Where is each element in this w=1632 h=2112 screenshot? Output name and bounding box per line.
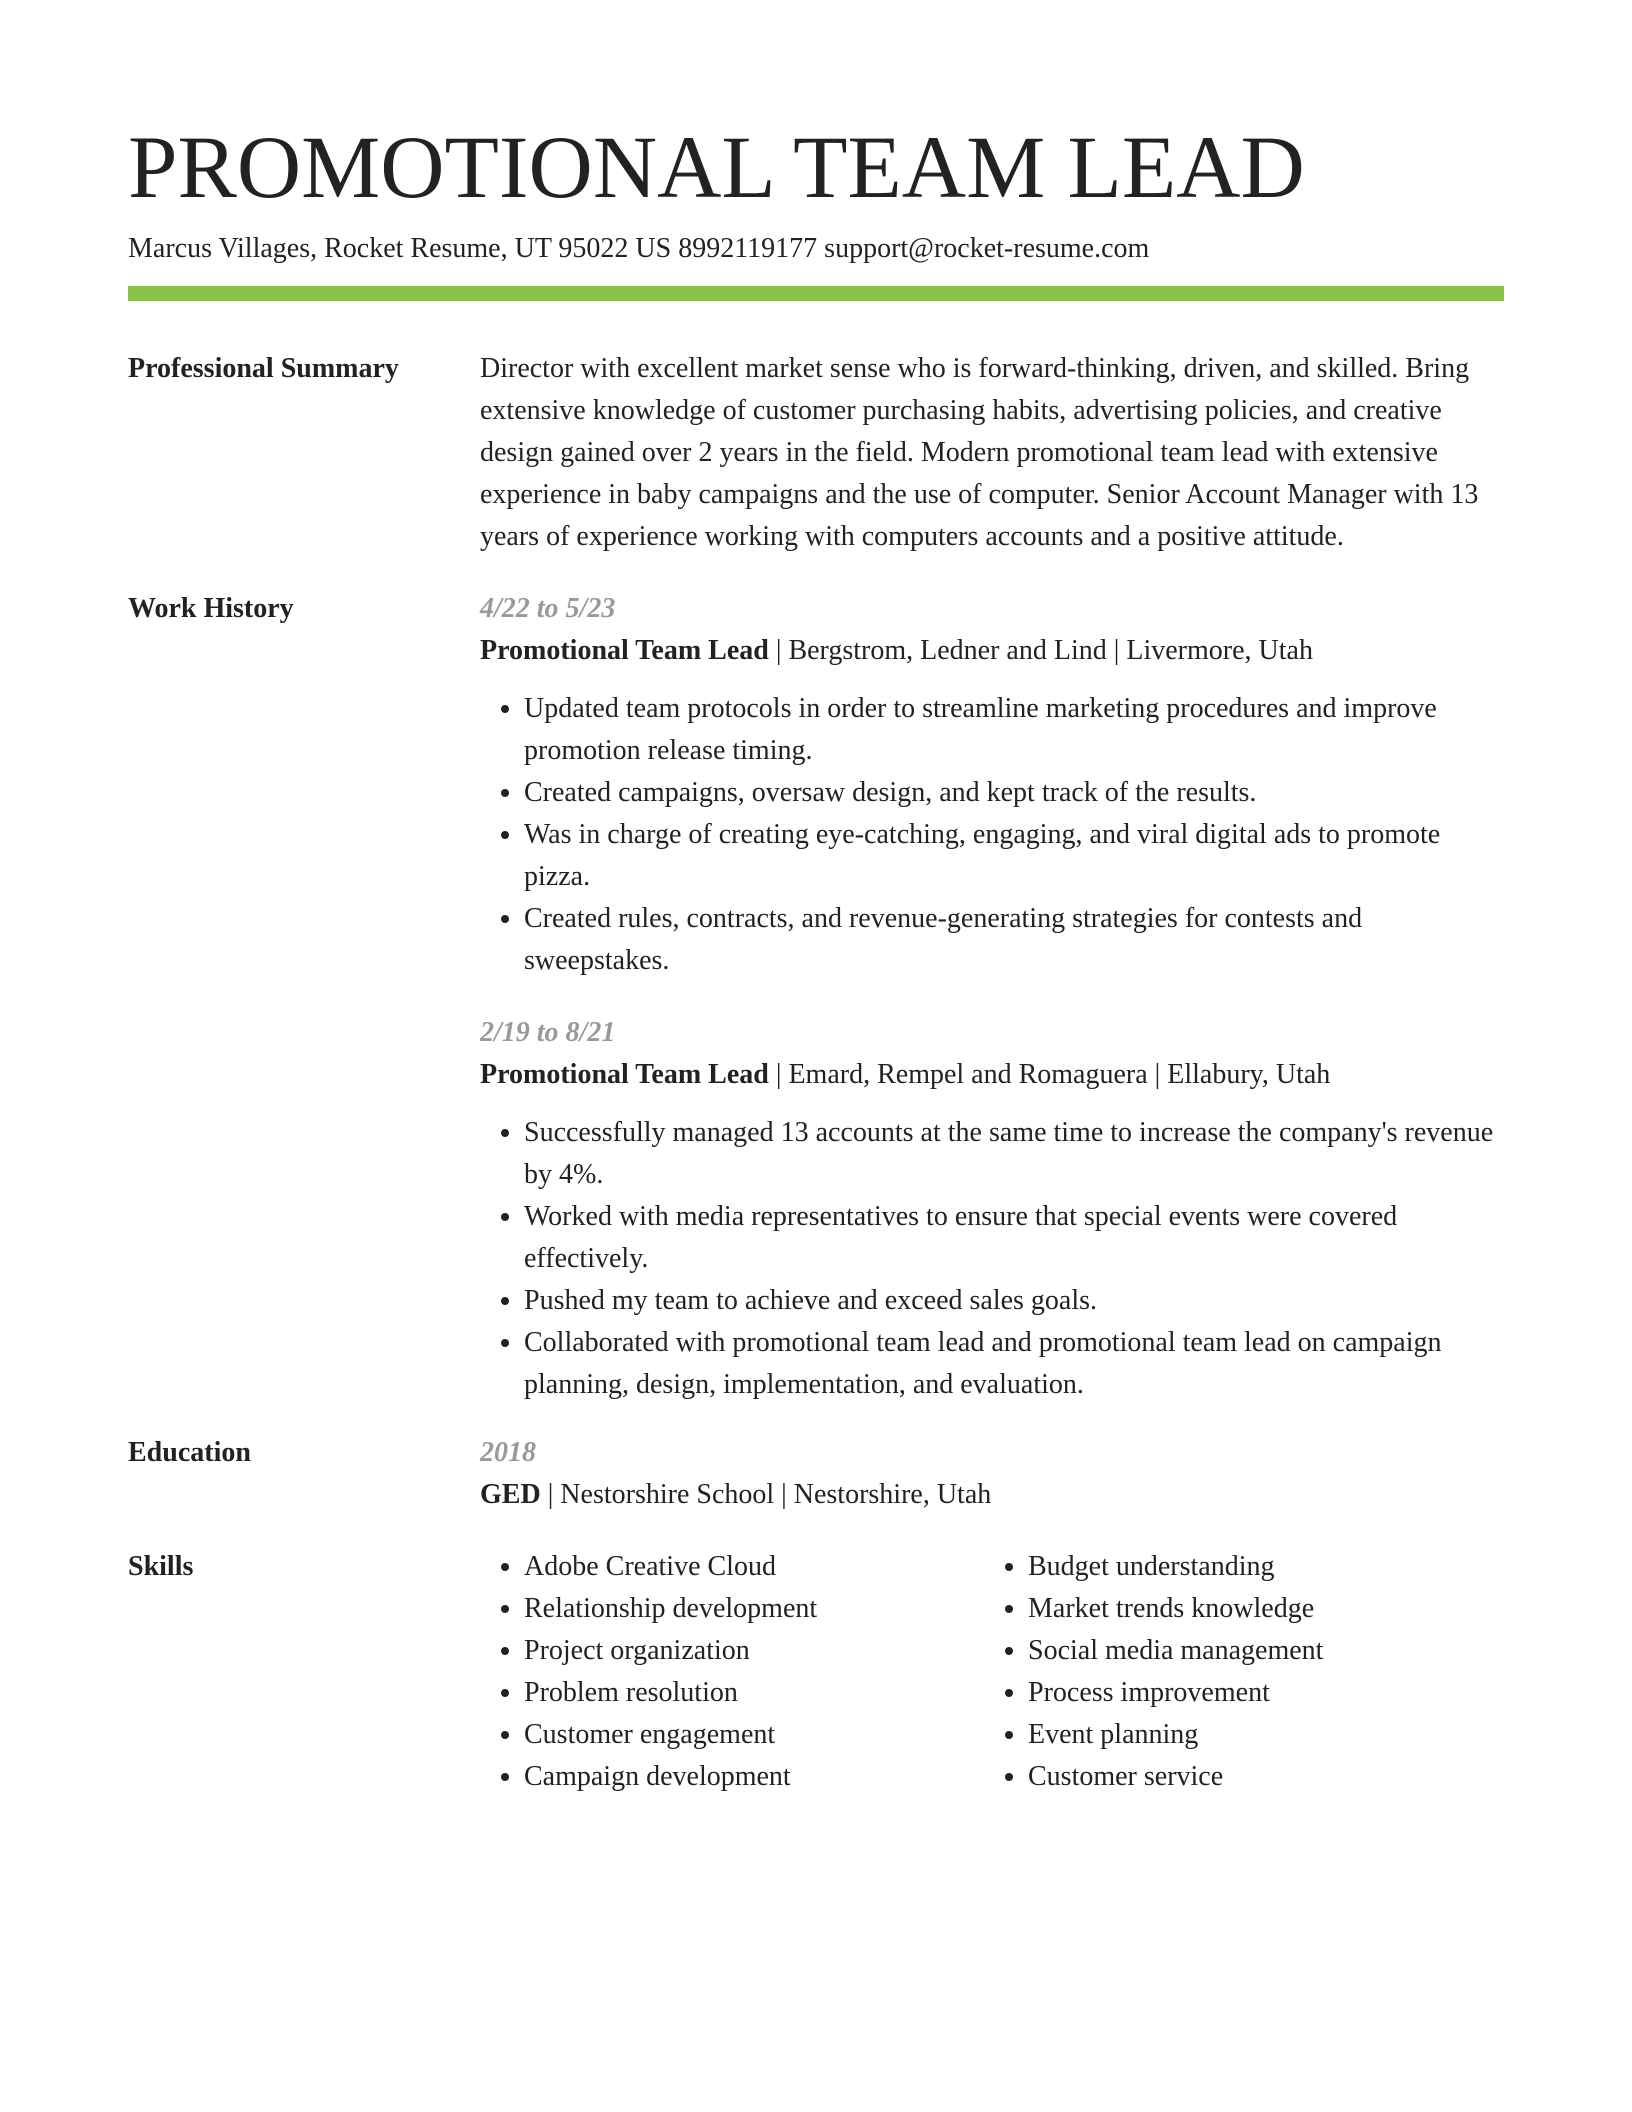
job-bullet: • Successfully managed 13 accounts at the same time to increase the company's revenue by 4%. [524, 1112, 1504, 1196]
job-entry [480, 1012, 1504, 1406]
job-heading [480, 630, 1504, 672]
contact-line: Marcus Villages, Rocket Resume, UT 95022 US 8992119177 support@rocket-resume.com [128, 233, 1150, 264]
education-heading: Education [128, 1437, 251, 1468]
job-bullet: • Worked with media representatives to ensure that special events were covered effectively. [524, 1196, 1504, 1280]
job-employer-location: | Bergstrom, Ledner and Lind | Livermore, Utah [768, 635, 1313, 666]
job-bullet: • Pushed my team to achieve and exceed sales goals. [524, 1280, 1504, 1322]
skills-column-left [480, 1546, 984, 1798]
skills-column-right [984, 1546, 1488, 1798]
summary-heading: Professional Summary [128, 353, 399, 384]
skill-item: • Process improvement [1028, 1672, 1488, 1714]
work-history-body [480, 588, 1504, 1406]
job-bullet: • Created campaigns, oversaw design, and kept track of the results. [524, 772, 1504, 814]
job-entry [480, 588, 1504, 982]
skills-columns [480, 1546, 1504, 1798]
skill-item: • Customer engagement [524, 1714, 984, 1756]
summary-text: Director with excellent market sense who is forward-thinking, driven, and skilled. Bring extensive knowledge of customer purchasing habits, advertising policies, and creative design gained over 2 years in the field. Modern promotional team lead with extensive experience in baby campaigns and the use of computer. Senior Account Manager with 13 years of experience working with computers accounts and a positive attitude. [480, 353, 1479, 552]
education-body [480, 1432, 1504, 1516]
skill-item: • Relationship development [524, 1588, 984, 1630]
skill-item: • Social media management [1028, 1630, 1488, 1672]
job-bullet: • Collaborated with promotional team lead and promotional team lead on campaign planning, design, implementation, and evaluation. [524, 1322, 1504, 1406]
job-title: Promotional Team Lead [480, 1059, 769, 1090]
job-dates: 2/19 to 8/21 [480, 1017, 616, 1048]
skill-item: • Problem resolution [524, 1672, 984, 1714]
accent-divider [128, 286, 1504, 301]
summary-body [480, 348, 1504, 558]
skill-item: • Customer service [1028, 1756, 1488, 1798]
skills-heading: Skills [128, 1551, 194, 1582]
skill-item: • Adobe Creative Cloud [524, 1546, 984, 1588]
work-history-heading: Work History [128, 593, 294, 624]
education-line [480, 1474, 1504, 1516]
job-bullets [480, 1112, 1504, 1406]
skills-body [480, 1546, 1504, 1798]
education-degree: GED [480, 1479, 541, 1510]
skill-item: • Market trends knowledge [1028, 1588, 1488, 1630]
education-school-location: | Nestorshire School | Nestorshire, Utah [540, 1479, 992, 1510]
skill-item: • Budget understanding [1028, 1546, 1488, 1588]
resume-title: PROMOTIONAL TEAM LEAD [128, 119, 1305, 217]
job-bullet: • Updated team protocols in order to streamline marketing procedures and improve promotion release timing. [524, 688, 1504, 772]
job-bullets [480, 688, 1504, 982]
education-year: 2018 [480, 1437, 536, 1468]
skill-item: • Project organization [524, 1630, 984, 1672]
skill-item: • Campaign development [524, 1756, 984, 1798]
job-heading [480, 1054, 1504, 1096]
job-bullet: • Created rules, contracts, and revenue-generating strategies for contests and sweepstakes. [524, 898, 1504, 982]
job-bullet: • Was in charge of creating eye-catching, engaging, and viral digital ads to promote pizza. [524, 814, 1504, 898]
job-employer-location: | Emard, Rempel and Romaguera | Ellabury, Utah [768, 1059, 1331, 1090]
skill-item: • Event planning [1028, 1714, 1488, 1756]
job-title: Promotional Team Lead [480, 635, 769, 666]
job-dates: 4/22 to 5/23 [480, 593, 616, 624]
